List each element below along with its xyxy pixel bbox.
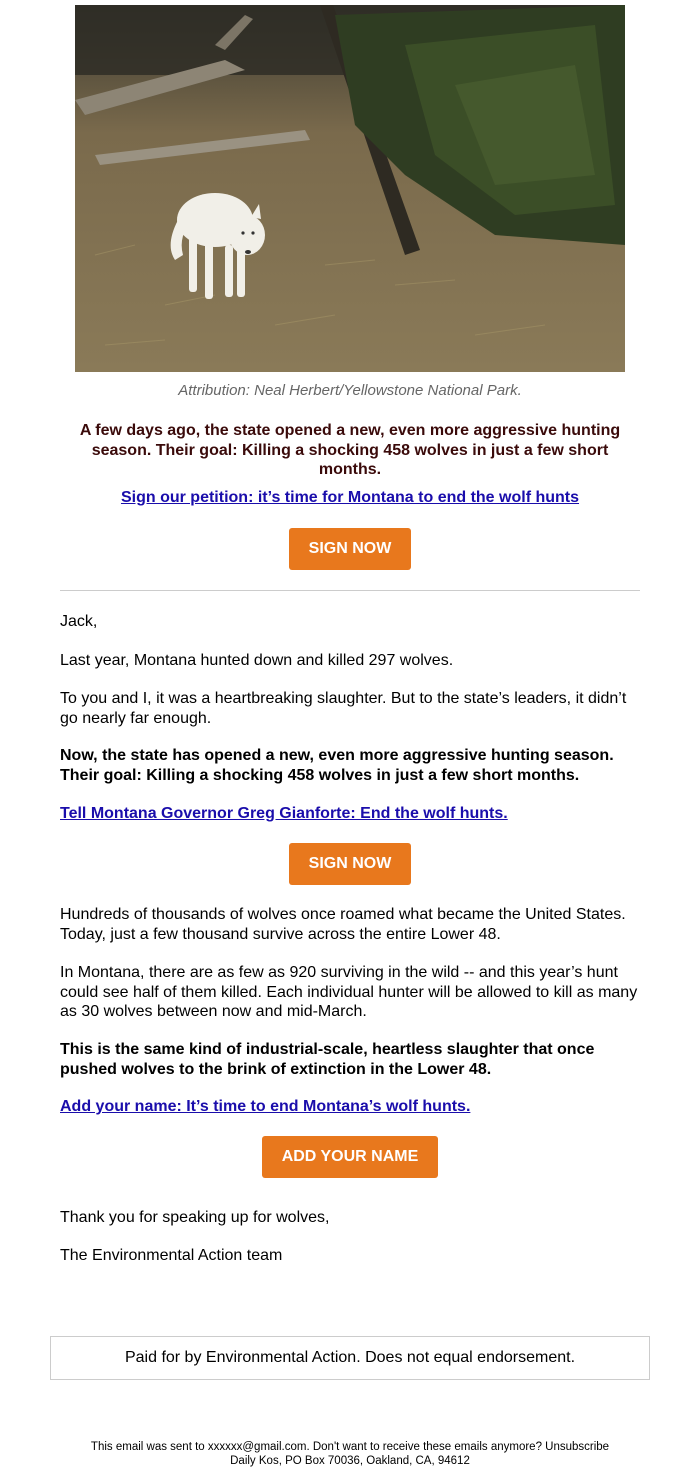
legal-footer [0,1440,700,1468]
sign-now-button-top[interactable]: SIGN NOW [289,528,411,570]
petition-link-container [0,489,700,507]
mailing-address: Daily Kos, PO Box 70036, Oakland, CA, 94612 [230,1455,470,1467]
sign-now-button-middle[interactable]: SIGN NOW [289,843,411,885]
governor-link[interactable]: Tell Montana Governor Greg Gianforte: End the wolf hunts. [60,805,508,822]
signature: The Environmental Action team [60,1247,283,1264]
paragraph-6-bold: This is the same kind of industrial-scale, heartless slaughter that once pushed wolves to the brink of extinction in the Lower 48. [60,1041,595,1078]
intro-headline: A few days ago, the state opened a new, even more aggressive hunting season. Their goal: Killing a shocking 458 wolves in just a few short months. [79,422,621,478]
sent-to-text: This email was sent to xxxxxx@gmail.com. Don't want to receive these emails anymore? Unsubscribe [90,1441,610,1453]
governor-link-container [60,804,645,824]
add-name-link[interactable]: Add your name: It’s time to end Montana’s wolf hunts. [60,1098,471,1115]
photo-caption: Attribution: Neal Herbert/Yellowstone National Park. [178,382,522,399]
hero-photo-wolf [75,5,625,372]
add-your-name-button[interactable]: ADD YOUR NAME [262,1136,438,1178]
paragraph-3-bold: Now, the state has opened a new, even more aggressive hunting season. Their goal: Killing a shocking 458 wolves in just a few short months. [60,747,614,784]
paragraph-4: Hundreds of thousands of wolves once roamed what became the United States. Today, just a few thousand survive across the entire Lower 48. [60,906,626,943]
petition-link[interactable]: Sign our petition: it’s time for Montana to end the wolf hunts [120,489,580,506]
paid-for-disclaimer: Paid for by Environmental Action. Does not equal endorsement. [50,1336,650,1380]
paragraph-2: To you and I, it was a heartbreaking slaughter. But to the state’s leaders, it didn’t go nearly far enough. [60,690,627,727]
paragraph-1: Last year, Montana hunted down and killed 297 wolves. [60,652,454,669]
paragraph-5: In Montana, there are as few as 920 surviving in the wild -- and this year’s hunt could see half of them killed. Each individual hunter will be allowed to kill as many as 30 wolves between now and mid-March. [60,964,638,1020]
thanks-text: Thank you for speaking up for wolves, [60,1209,330,1226]
add-name-link-container [60,1097,645,1117]
greeting: Jack, [60,613,98,630]
divider [60,590,640,591]
